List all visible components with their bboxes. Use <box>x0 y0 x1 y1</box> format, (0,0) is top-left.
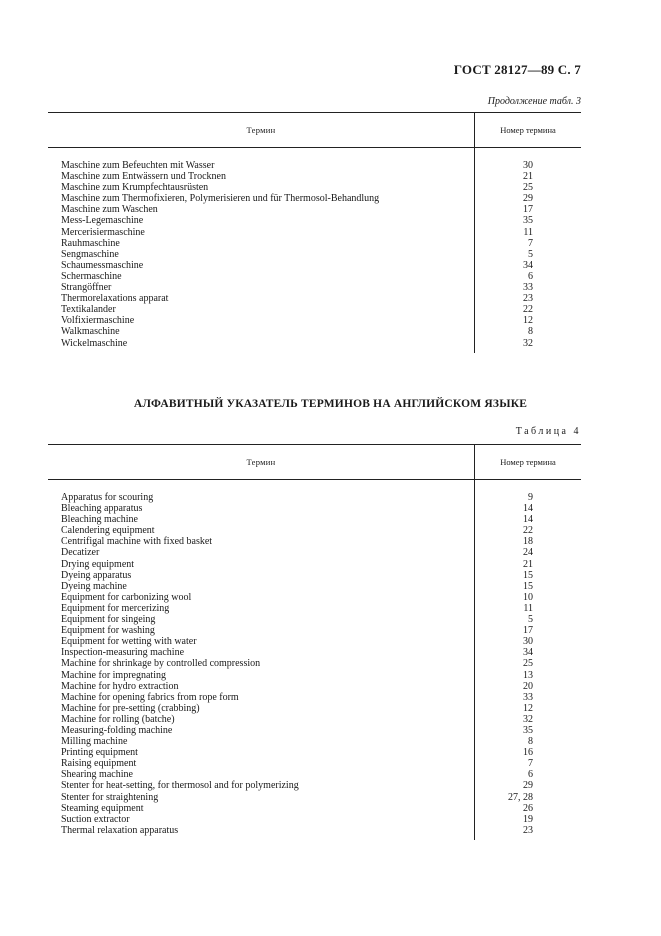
term-text: Thermorelaxations apparat <box>61 293 169 305</box>
column-header-number: Номер термина <box>474 113 581 147</box>
term-number: 6 <box>528 769 533 781</box>
table-continuation-label: Продолжение табл. 3 <box>487 96 581 107</box>
term-number: 33 <box>523 282 533 294</box>
term-number: 23 <box>523 293 533 305</box>
term-number: 32 <box>523 713 533 725</box>
term-column <box>48 480 474 840</box>
term-number: 18 <box>523 536 533 548</box>
term-text: Textikalander <box>61 304 116 316</box>
term-number: 22 <box>523 525 533 537</box>
term-number: 17 <box>523 625 533 637</box>
term-text: Maschine zum Thermofixieren, Polymerisieren und für Thermosol-Behandlung <box>61 193 380 205</box>
term-number: 14 <box>523 514 533 526</box>
term-text: Machine for rolling (batche) <box>61 713 175 725</box>
number-column <box>474 148 581 353</box>
term-number: 12 <box>523 315 533 327</box>
term-text: Mess-Legemaschine <box>61 215 144 227</box>
term-number: 21 <box>523 558 533 570</box>
term-text: Inspection-measuring machine <box>61 647 185 659</box>
term-number: 10 <box>523 591 533 603</box>
term-text: Steaming equipment <box>61 802 144 814</box>
term-number: 25 <box>523 658 533 670</box>
term-text: Machine for opening fabrics from rope form <box>61 691 239 703</box>
term-text: Milling machine <box>61 736 128 748</box>
term-number: 5 <box>528 614 533 626</box>
term-number: 26 <box>523 802 533 814</box>
term-number: 12 <box>523 702 533 714</box>
term-text: Maschine zum Entwässern und Trocknen <box>61 171 226 183</box>
term-text: Rauhmaschine <box>61 237 120 249</box>
term-number: 21 <box>523 171 533 183</box>
terms-table-3 <box>48 112 581 353</box>
table-header <box>48 112 581 148</box>
term-text: Thermal relaxation apparatus <box>61 824 179 836</box>
term-number: 34 <box>523 259 533 271</box>
table-label: Таблица 4 <box>515 426 581 437</box>
term-number: 22 <box>523 304 533 316</box>
term-number: 13 <box>523 669 533 681</box>
term-number: 5 <box>528 248 533 260</box>
term-number: 30 <box>523 160 533 171</box>
term-text: Drying equipment <box>61 558 135 570</box>
term-number: 35 <box>523 215 533 227</box>
term-text: Equipment for carbonizing wool <box>61 591 192 603</box>
term-text: Centrifigal machine with fixed basket <box>61 536 213 548</box>
term-text: Printing equipment <box>61 747 138 759</box>
term-number: 9 <box>528 492 533 503</box>
column-header-term: Термин <box>246 457 276 467</box>
term-text: Maschine zum Befeuchten mit Wasser <box>61 160 215 171</box>
term-text: Machine for shrinkage by controlled compression <box>61 658 261 670</box>
term-number: 29 <box>523 193 533 205</box>
term-text: Schaumessmaschine <box>61 259 144 271</box>
term-text: Machine for pre-setting (crabbing) <box>61 702 200 714</box>
term-text: Equipment for wetting with water <box>61 636 197 648</box>
term-number: 11 <box>523 602 533 614</box>
section-title: АЛФАВИТНЫЙ УКАЗАТЕЛЬ ТЕРМИНОВ НА АНГЛИЙСКОМ ЯЗЫКЕ <box>133 398 528 410</box>
term-text: Wickelmaschine <box>61 337 128 349</box>
term-text: Sengmaschine <box>61 248 119 260</box>
term-number: 8 <box>528 736 533 748</box>
term-text: Raising equipment <box>61 758 137 770</box>
term-text: Walkmaschine <box>61 326 120 338</box>
term-number: 30 <box>523 636 533 648</box>
table-body <box>48 148 581 353</box>
term-number: 7 <box>528 237 533 249</box>
page-header: ГОСТ 28127—89 С. 7 <box>453 62 581 77</box>
term-number: 16 <box>523 747 533 759</box>
term-text: Machine for impregnating <box>61 669 166 681</box>
term-number: 14 <box>523 503 533 515</box>
term-text: Stenter for straightening <box>61 791 159 803</box>
term-number: 34 <box>523 647 533 659</box>
term-number: 19 <box>523 813 533 825</box>
term-column <box>48 148 474 353</box>
term-number: 7 <box>528 758 533 770</box>
term-text: Bleaching apparatus <box>61 503 143 515</box>
term-number: 8 <box>528 326 533 338</box>
term-number: 17 <box>523 204 533 216</box>
table-header <box>48 444 581 480</box>
term-text: Shearing machine <box>61 769 133 781</box>
term-text: Strangöffner <box>61 282 112 294</box>
term-text: Suction extractor <box>61 813 130 825</box>
term-text: Schermaschine <box>61 270 122 282</box>
term-text: Equipment for washing <box>61 625 155 637</box>
term-text: Decatizer <box>61 547 100 559</box>
column-header-term: Термин <box>246 125 276 135</box>
term-number: 35 <box>523 724 533 736</box>
term-text: Equipment for mercerizing <box>61 602 170 614</box>
term-number: 29 <box>523 780 533 792</box>
term-text: Bleaching machine <box>61 514 138 526</box>
number-column <box>474 480 581 840</box>
term-text: Machine for hydro extraction <box>61 680 179 692</box>
table-body <box>48 480 581 840</box>
term-number: 11 <box>523 226 533 238</box>
term-text: Maschine zum Krumpfechtausrüsten <box>61 182 209 194</box>
term-number: 6 <box>528 270 533 282</box>
term-number: 23 <box>523 824 533 836</box>
term-text: Stenter for heat-setting, for thermosol and for polymerizing <box>61 780 299 792</box>
term-number: 33 <box>523 691 533 703</box>
term-text: Volfixiermaschine <box>61 315 135 327</box>
term-text: Dyeing apparatus <box>61 569 132 581</box>
term-number: 15 <box>523 569 533 581</box>
column-header-number: Номер термина <box>474 445 581 479</box>
term-text: Apparatus for scouring <box>61 492 154 503</box>
term-number: 25 <box>523 182 533 194</box>
term-text: Mercerisiermaschine <box>61 226 145 238</box>
terms-table-4 <box>48 444 581 840</box>
term-text: Calendering equipment <box>61 525 155 537</box>
term-text: Dyeing machine <box>61 580 127 592</box>
term-number: 27, 28 <box>508 791 533 803</box>
term-number: 20 <box>523 680 533 692</box>
term-text: Measuring-folding machine <box>61 724 173 736</box>
term-number: 15 <box>523 580 533 592</box>
term-number: 32 <box>523 337 533 349</box>
term-text: Maschine zum Waschen <box>61 204 158 216</box>
term-text: Equipment for singeing <box>61 614 156 626</box>
term-number: 24 <box>523 547 533 559</box>
